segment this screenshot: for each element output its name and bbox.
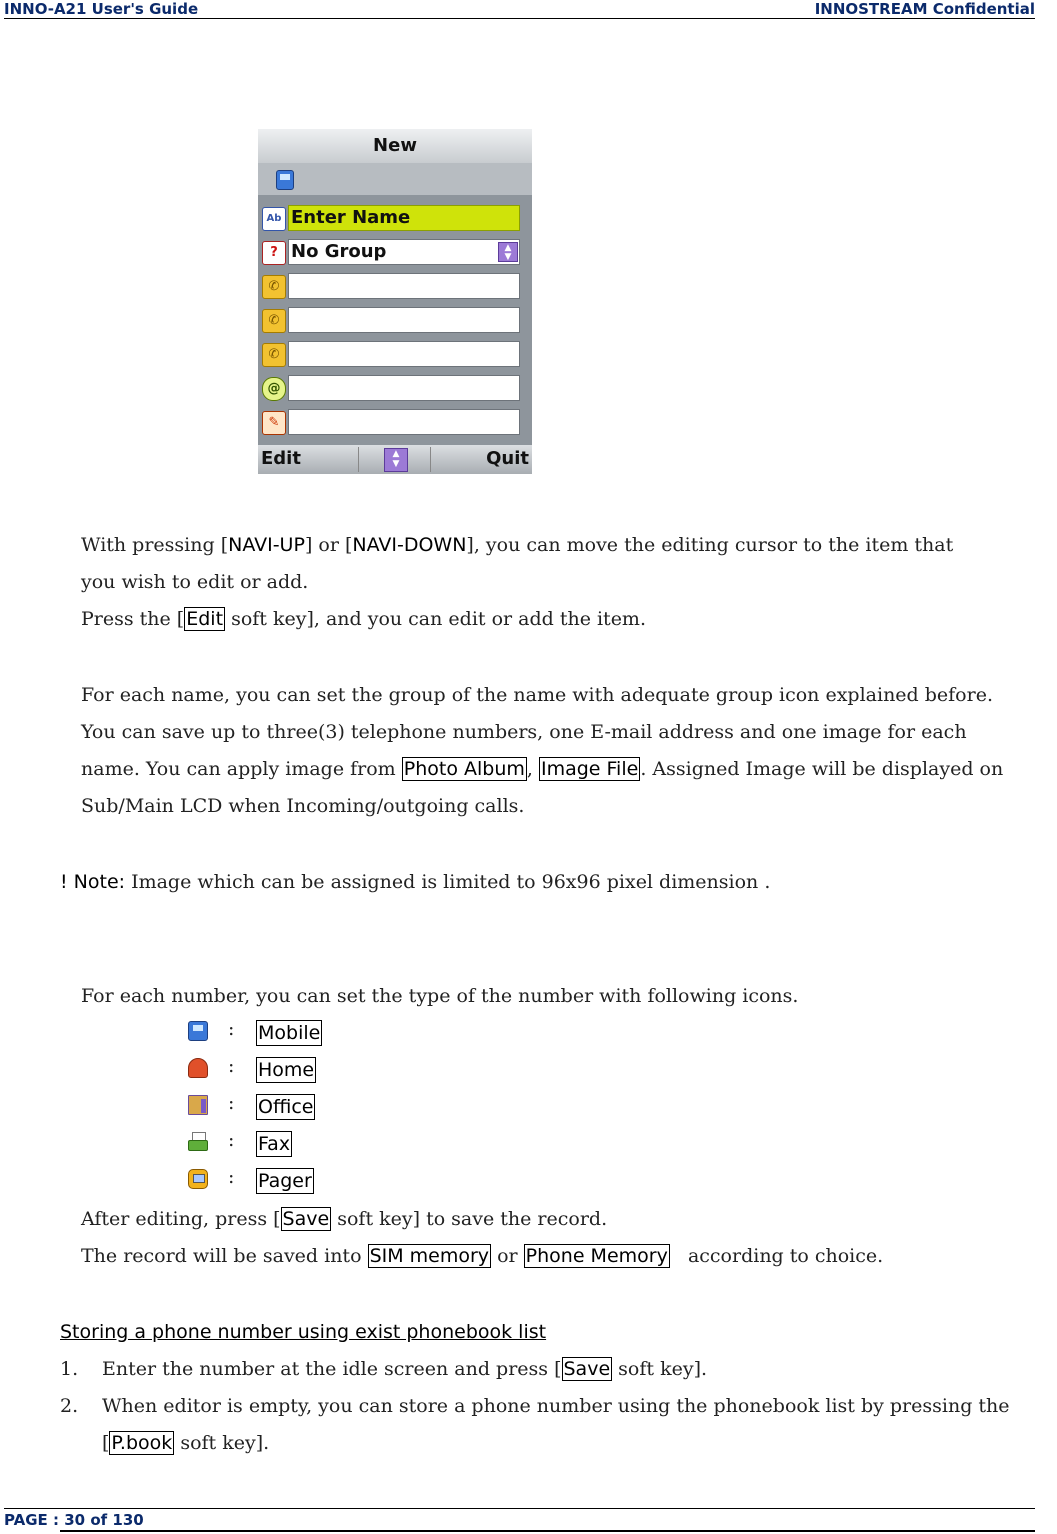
image-file-label: Image File: [540, 758, 639, 780]
photo-album-label: Photo Album: [403, 758, 525, 780]
step-2-text-cont: [ P.book soft key].: [102, 1432, 270, 1454]
step-number: 1.: [60, 1358, 79, 1380]
navi-down-key: NAVI-DOWN: [352, 534, 467, 556]
paragraph-group: For each name, you can set the group of the name with adequate group icon explained before.: [81, 684, 993, 706]
paragraph-image: name. You can apply image from Photo Album , Image File . Assigned Image will be displayed on: [81, 758, 1004, 780]
phone-icon: ✆: [262, 343, 286, 367]
edit-soft-key[interactable]: Edit: [261, 448, 301, 469]
contact-field-list: [258, 195, 532, 445]
phone-number-field-1[interactable]: [288, 273, 520, 299]
group-question-icon: ?: [262, 241, 286, 265]
save-key-label: Save: [282, 1208, 330, 1230]
edit-key-label: Edit: [186, 608, 224, 630]
phone-toolbar: [258, 163, 532, 195]
home-icon: [188, 1058, 208, 1078]
email-row[interactable]: [258, 371, 532, 403]
step-1: [60, 1357, 78, 1381]
sim-memory-label: SIM memory: [369, 1245, 490, 1267]
office-icon: [188, 1095, 208, 1115]
step-2-text: When editor is empty, you can store a phone number using the phonebook list by pressing the: [102, 1395, 1010, 1417]
office-label: Office: [258, 1096, 314, 1118]
step-2: [60, 1394, 78, 1418]
image-field[interactable]: [288, 409, 520, 435]
mobile-label: Mobile: [258, 1022, 321, 1044]
phone-icon: ✆: [262, 309, 286, 333]
image-row[interactable]: [258, 405, 532, 437]
fax-icon: [188, 1132, 208, 1152]
header-doc-title: INNO-A21 User's Guide: [4, 0, 199, 18]
pager-label: Pager: [258, 1170, 312, 1192]
navi-up-key: NAVI-UP: [228, 534, 305, 556]
paragraph-save-limits: You can save up to three(3) telephone numbers, one E-mail address and one image for each: [81, 721, 967, 743]
mobile-icon: [276, 170, 294, 190]
quit-soft-key[interactable]: Quit: [486, 448, 529, 469]
note: ! Note: Image which can be assigned is limited to 96x96 pixel dimension .: [60, 871, 771, 893]
name-row[interactable]: [258, 201, 532, 233]
phone-screen-title: New: [258, 129, 532, 163]
home-label: Home: [258, 1059, 315, 1081]
section-title: Storing a phone number using exist phonebook list: [60, 1321, 547, 1343]
fax-label: Fax: [258, 1133, 291, 1155]
mobile-icon: [188, 1021, 208, 1041]
pbook-key-label: P.book: [111, 1432, 173, 1454]
phone-number-field-3[interactable]: [288, 341, 520, 367]
page-number: PAGE : 30 of 130: [4, 1511, 144, 1529]
phone-screenshot: [258, 129, 532, 474]
group-row[interactable]: [258, 235, 532, 267]
page-footer: [4, 1508, 1035, 1533]
paragraph-after-edit: After editing, press [ Save soft key] to save the record.: [81, 1208, 608, 1230]
page-header: [4, 0, 1035, 19]
note-label: ! Note:: [60, 871, 126, 893]
save-key-label: Save: [563, 1358, 611, 1380]
paragraph-storage: The record will be saved into SIM memory or Phone Memory according to choice.: [81, 1245, 884, 1267]
phone-icon: ✆: [262, 275, 286, 299]
paragraph-navigation: With pressing [NAVI-UP] or [NAVI-DOWN], you can move the editing cursor to the item that: [81, 534, 954, 556]
phone-number-row-3[interactable]: [258, 337, 532, 369]
name-field[interactable]: Enter Name: [288, 205, 520, 231]
phone-memory-label: Phone Memory: [525, 1245, 668, 1267]
email-field[interactable]: [288, 375, 520, 401]
phone-number-row-2[interactable]: [258, 303, 532, 335]
pager-icon: [188, 1169, 208, 1189]
step-1-text: Enter the number at the idle screen and press [ Save soft key].: [102, 1358, 708, 1380]
email-icon: @: [262, 377, 286, 401]
dropdown-arrows-icon[interactable]: ▲ ▼: [498, 242, 518, 262]
paragraph-navigation-cont: you wish to edit or add.: [81, 571, 309, 593]
paragraph-edit: Press the [ Edit soft key], and you can edit or add the item.: [81, 608, 646, 630]
step-number: 2.: [60, 1395, 79, 1417]
name-icon: Ab: [262, 207, 286, 231]
header-confidential: INNOSTREAM Confidential: [814, 0, 1035, 18]
image-icon: ✎: [262, 411, 286, 435]
navigation-arrows-icon[interactable]: ▲ ▼: [384, 448, 408, 472]
phone-number-field-2[interactable]: [288, 307, 520, 333]
phone-number-row-1[interactable]: [258, 269, 532, 301]
group-select[interactable]: No Group ▲ ▼: [288, 239, 520, 265]
soft-key-bar: [258, 445, 532, 474]
paragraph-display: Sub/Main LCD when Incoming/outgoing calls.: [81, 795, 525, 817]
paragraph-number-types: For each number, you can set the type of the number with following icons.: [81, 985, 799, 1007]
